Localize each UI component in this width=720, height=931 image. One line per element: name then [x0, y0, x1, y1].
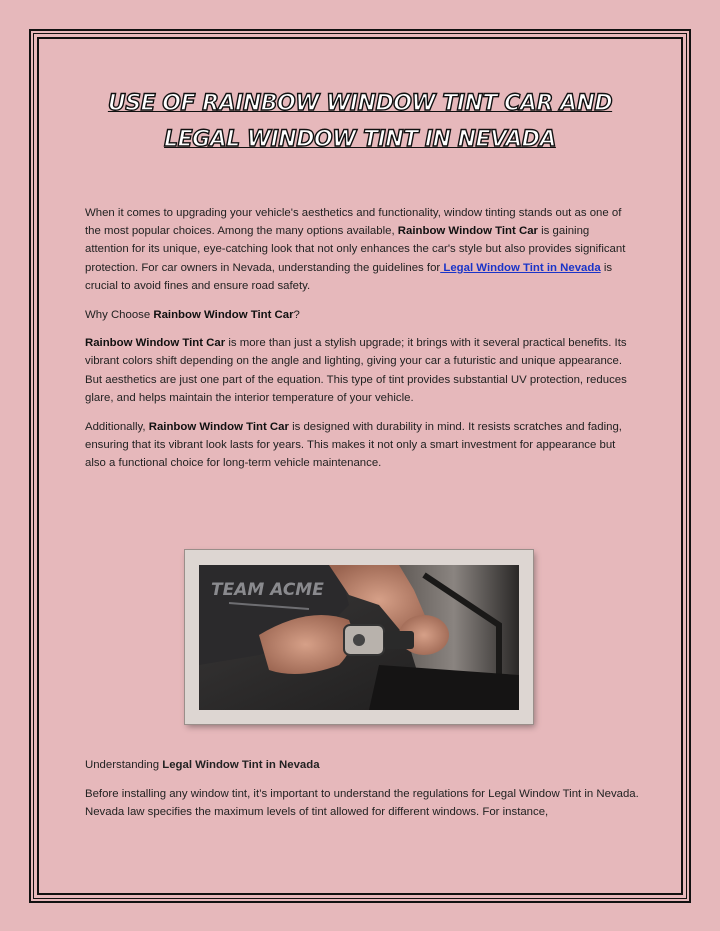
- why-choose-heading: [85, 306, 635, 324]
- document-title: [60, 86, 660, 158]
- why-suffix: ?: [293, 308, 300, 321]
- benefits-text: is more than just a stylish upgrade; it brings with it several practical benefits. Its vibrant colors shift depending on the angle and lighting, giving your car a futuristic and unique appearance. But aesthetics are just one part of the equation. This type of tint provides substantial UV protection, reduces glare, and helps maintain the interior temperature of your vehicle.: [85, 337, 627, 404]
- title-line-2: LEGAL WINDOW TINT IN NEVADA: [164, 127, 556, 152]
- understanding-heading: [85, 756, 645, 774]
- intro-bold-keyword: Rainbow Window Tint Car: [397, 225, 538, 238]
- shirt-logo-text: TEAM ACME: [211, 580, 324, 600]
- regulations-paragraph: Before installing any window tint, it’s important to understand the regulations for Legal Window Tint in Nevada. Nevada law specifies the maximum levels of tint allowed for different windows. For instance,: [85, 787, 639, 818]
- photo-illustration: [199, 565, 519, 710]
- title-line-1: USE OF RAINBOW WINDOW TINT CAR AND: [107, 91, 613, 116]
- intro-text-2: is gaining attention for its unique, eye-catching look that not only enhances the car's style but also provides significant protection. For car owners in Nevada, understanding the guidelines for: [85, 225, 626, 274]
- intro-paragraph: [85, 204, 635, 295]
- benefits-bold: Rainbow Window Tint Car: [85, 337, 226, 350]
- legal-tint-nevada-link[interactable]: Legal Window Tint in Nevada: [440, 261, 601, 274]
- intro-text-1: When it comes to upgrading your vehicle's aesthetics and functionality, window tinting stands out as one of the most popular choices. Among the many options available,: [85, 207, 622, 238]
- durability-bold: Rainbow Window Tint Car: [148, 420, 289, 433]
- durability-paragraph: [85, 418, 635, 473]
- benefits-paragraph: [85, 334, 635, 407]
- photo-frame: [185, 550, 533, 724]
- intro-text-3: is crucial to avoid fines and ensure road safety.: [85, 261, 613, 292]
- understanding-bold: Legal Window Tint in Nevada: [162, 759, 320, 771]
- durability-text-1: Additionally,: [85, 420, 149, 433]
- article-body: [85, 204, 635, 483]
- lower-section: [85, 756, 645, 832]
- why-text: Why Choose: [85, 308, 154, 321]
- understanding-text: Understanding: [85, 759, 163, 771]
- tint-installation-photo: [199, 565, 519, 710]
- why-bold: Rainbow Window Tint Car: [153, 308, 294, 321]
- durability-text-2: is designed with durability in mind. It resists scratches and fading, ensuring that its vibrant look lasts for years. This makes it not only a smart investment for appearance but also a functional choice for long-term vehicle maintenance.: [85, 420, 622, 469]
